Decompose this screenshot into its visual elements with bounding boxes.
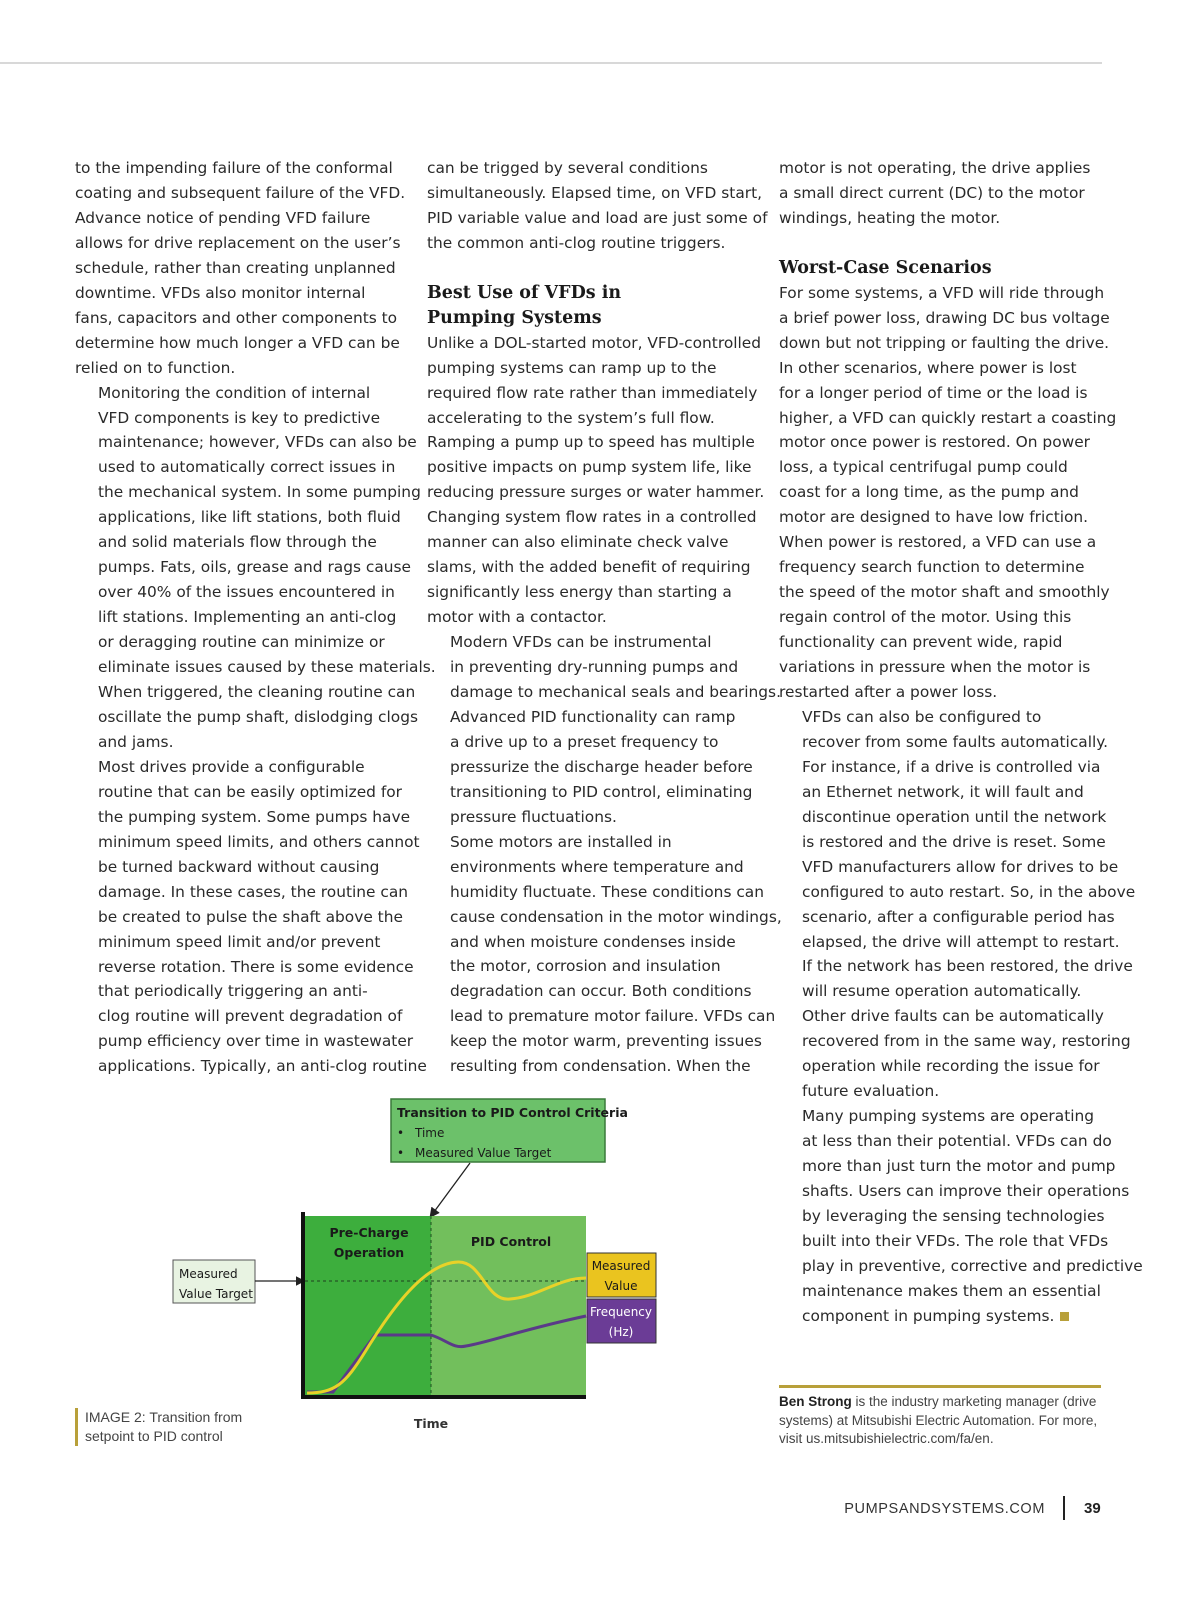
paragraph: For some systems, a VFD will ride through a brief power loss, drawing DC bus voltage down but not tripping or faulting the drive. In other scenarios, where power is lost for a longer period of time or the load is higher, a VFD can quickly restart a coasting motor once power is restored. On power loss, a typical centrifugal pump could coast for a long time, as the pump and motor are designed to have low friction. When power is restored, a VFD can use a frequency search function to determine the speed of the motor shaft and smoothly regain control of the motor. Using this functionality can prevent wide, rapid variations in pressure when the motor is restarted after a power loss. bbox=[779, 283, 1117, 701]
article-column-2 bbox=[427, 156, 782, 1079]
section-heading: Best Use of VFDs in Pumping Systems bbox=[427, 282, 622, 328]
criteria-title: Transition to PID Control Criteria bbox=[397, 1105, 628, 1120]
paragraph: VFDs can also be configured to recover from some faults automatically. For instance, if a drive is controlled via an Ethernet network, it will fault and discontinue operation until the network is restored and the drive is reset. Some VFD manufacturers allow for drives to be configured to auto restart. So, in the above scenario, after a configurable period has elapsed, the drive will attempt to restart. If the network has been restored, the drive will resume operation automatically. Other drive faults can be automatically recovered from in the same way, restoring operation while recording the issue for future evaluation. bbox=[802, 707, 1136, 1101]
footer-divider bbox=[1063, 1496, 1065, 1520]
author-name: Ben Strong bbox=[779, 1394, 852, 1409]
frequency-legend-label: (Hz) bbox=[608, 1325, 634, 1339]
precharge-region bbox=[305, 1216, 431, 1397]
criteria-item-target: Measured Value Target bbox=[415, 1146, 552, 1160]
paragraph: Many pumping systems are operating at less than their potential. VFDs can do more than just turn the motor and pump shafts. Users can improve their operations by leveraging the sensing technologies built into their VFDs. The role that VFDs play in preventive, corrective and predictive maintenance makes them an essential component in pumping systems. bbox=[802, 1107, 1143, 1325]
measured-value-legend-label: Value bbox=[604, 1279, 638, 1293]
section-heading: Worst-Case Scenarios bbox=[779, 257, 992, 278]
target-label: Value Target bbox=[179, 1287, 253, 1301]
target-label: Measured bbox=[179, 1267, 238, 1281]
precharge-label: Pre-Charge bbox=[329, 1225, 409, 1240]
bullet-icon: • bbox=[397, 1126, 405, 1140]
paragraph: Unlike a DOL-started motor, VFD-controlled pumping systems can ramp up to the required flow rate rather than immediately accelerating to the system’s full flow. Ramping a pump up to speed has multiple positive impacts on pump system life, like reducing pressure surges or water hammer. Changing system flow rates in a controlled manner can also eliminate check valve slams, with the added benefit of requiring significantly less energy than starting a motor with a contactor. bbox=[427, 333, 765, 627]
frequency-legend-label: Frequency bbox=[590, 1305, 652, 1319]
site-name: PUMPSANDSYSTEMS.COM bbox=[844, 1501, 1045, 1517]
paragraph: can be trigged by several conditions simultaneously. Elapsed time, on VFD start, PID variable value and load are just some of the common anti-clog routine triggers. bbox=[427, 159, 768, 252]
figure-caption: IMAGE 2: Transition from setpoint to PID control bbox=[75, 1408, 242, 1446]
measured-value-legend-label: Measured bbox=[591, 1259, 651, 1273]
pid-transition-diagram bbox=[160, 1090, 680, 1440]
paragraph: Modern VFDs can be instrumental in preventing dry-running pumps and damage to mechanical seals and bearings. Advanced PID functionality can ramp a drive up to a preset frequency to pressurize the discharge header before transitioning to PID control, eliminating pressure fluctuations. bbox=[450, 633, 781, 826]
author-bio: Ben Strong is the industry marketing manager (drive systems) at Mitsubishi Electric Automation. For more, visit us.mitsubishielectric.com/fa/en. bbox=[779, 1394, 1098, 1446]
transition-arrow bbox=[431, 1163, 470, 1216]
top-rule bbox=[0, 62, 1102, 64]
paragraph: to the impending failure of the conformal coating and subsequent failure of the VFD. Advance notice of pending VFD failure allows for drive replacement on the user’s schedule, rather than creating unplanned downtime. VFDs also monitor internal fans, capacitors and other components to determine how much longer a VFD can be relied on to function. bbox=[75, 159, 406, 377]
criteria-item-time: Time bbox=[415, 1126, 445, 1140]
article-column-1 bbox=[75, 156, 436, 1079]
paragraph: Most drives provide a configurable routine that can be easily optimized for the pumping system. Some pumps have minimum speed limits, and others cannot be turned backward without causing damage. In these cases, the routine can be created to pulse the shaft above the minimum speed limit and/or prevent reverse rotation. There is some evidence that periodically triggering an anti- clog routine will prevent degradation of pump efficiency over time in wastewater applications. Typically, an anti-clog routine bbox=[98, 757, 427, 1076]
page-number: 39 bbox=[1084, 1500, 1101, 1517]
bio-rule bbox=[779, 1385, 1101, 1388]
page-footer bbox=[0, 1499, 1200, 1521]
paragraph: motor is not operating, the drive applies a small direct current (DC) to the motor windings, heating the motor. bbox=[779, 159, 1091, 227]
paragraph: Some motors are installed in environments where temperature and humidity fluctuate. These conditions can cause condensation in the motor windings, and when moisture condenses inside the motor, corrosion and insulation degradation can occur. Both conditions lead to premature motor failure. VFDs can keep the motor warm, preventing issues resulting from condensation. When the bbox=[450, 832, 782, 1076]
precharge-label: Operation bbox=[333, 1245, 405, 1260]
bullet-icon: • bbox=[397, 1146, 405, 1160]
x-axis-label: Time bbox=[413, 1416, 449, 1431]
article-column-3 bbox=[779, 156, 1143, 1329]
end-of-article-mark bbox=[1060, 1312, 1069, 1321]
paragraph: Monitoring the condition of internal VFD components is key to predictive maintenance; however, VFDs can also be used to automatically correct issues in the mechanical system. In some pumping applications, like lift stations, both fluid and solid materials flow through the pumps. Fats, oils, grease and rags cause over 40% of the issues encountered in lift stations. Implementing an anti-clog or deragging routine can minimize or eliminate issues caused by these materials. When triggered, the cleaning routine can oscillate the pump shaft, dislodging clogs and jams. bbox=[98, 383, 436, 751]
pid-control-label: PID Control bbox=[470, 1234, 552, 1249]
